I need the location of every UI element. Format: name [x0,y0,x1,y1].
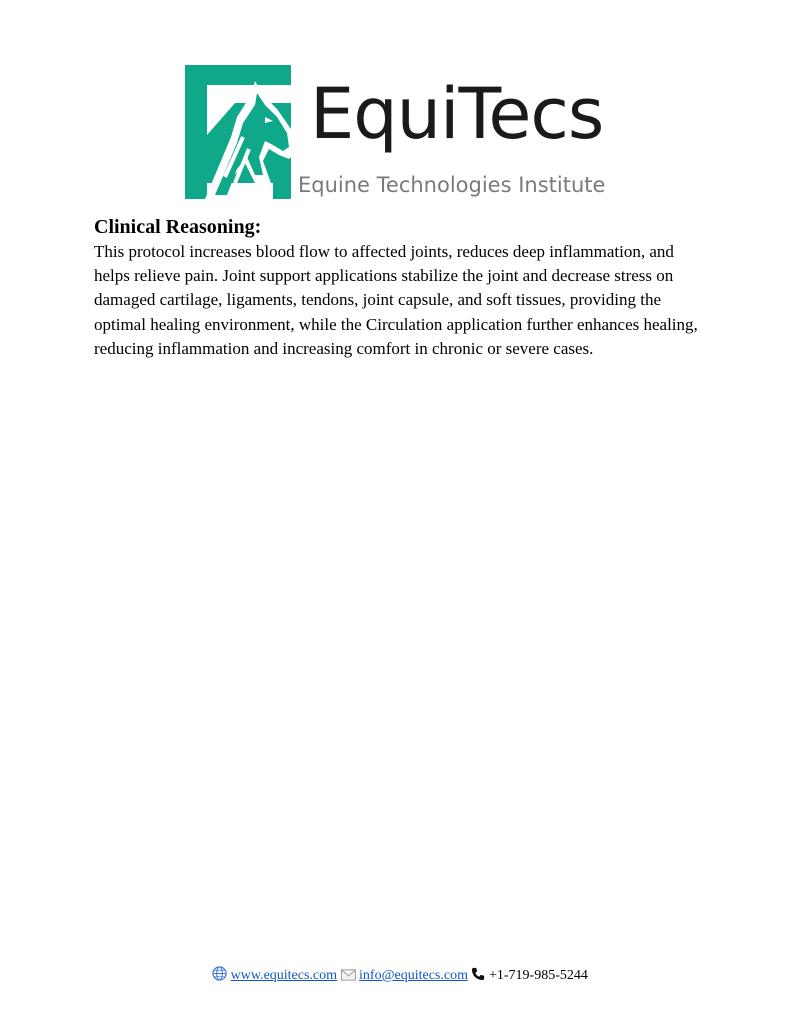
envelope-icon [341,969,356,981]
globe-icon [212,966,227,981]
phone-icon [471,967,485,981]
phone-number: +1-719-985-5244 [488,968,588,983]
brand-tagline: Equine Technologies Institute [294,169,632,201]
section-title: Clinical Reasoning: [94,216,262,238]
website-link[interactable]: www.equitecs.com [230,968,338,983]
footer-contact [0,966,800,986]
logo [185,65,625,201]
clinical-reasoning-section [94,214,709,361]
horse-head-logo-icon [185,65,291,199]
section-body: This protocol increases blood flow to affected joints, reduces deep inflammation, and helps relieve pain. Joint support applications stabilize the joint and decrease stress on damaged cartilage, ligaments, tendons, joint capsule, and soft tissues, providing the optimal healing environment, while the Circulation application further enhances healing, reducing inflammation and increasing comfort in chronic or severe cases. [94,242,698,358]
email-link[interactable]: info@equitecs.com [359,968,468,983]
brand-name: EquiTecs [310,73,604,155]
